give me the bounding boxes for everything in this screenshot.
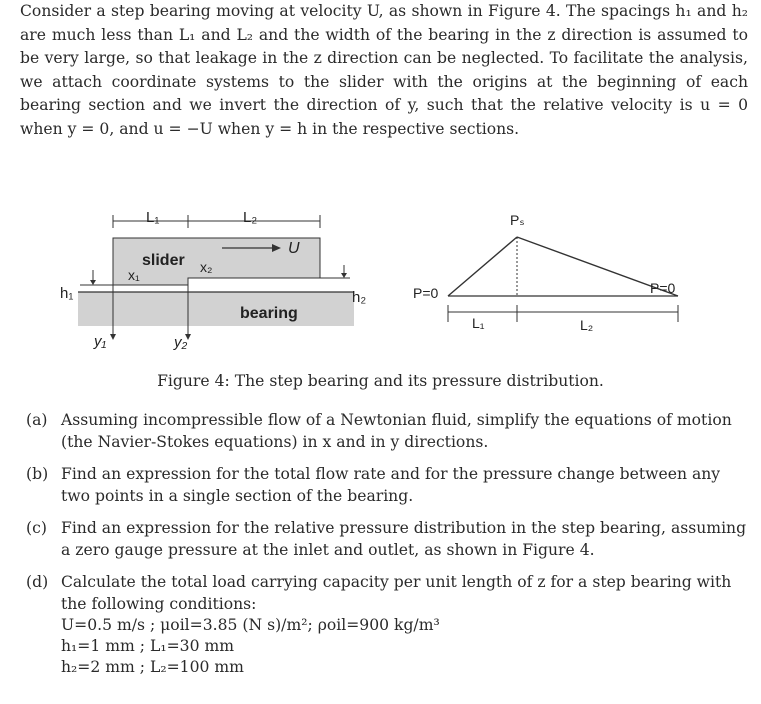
p-outlet-label: P=0	[650, 280, 676, 296]
part-label: (b)	[26, 465, 49, 483]
part-text: Find an expression for the total flow rate and for the pressure change between any two points in a single section of the bearing.	[61, 465, 721, 505]
part-text: Calculate the total load carrying capacity per unit length of z for a step bearing with the following conditions:	[61, 573, 732, 613]
L2-pressure-label: L₂	[580, 317, 594, 333]
question-parts	[26, 409, 748, 688]
part-c	[26, 517, 748, 561]
condition-line: h₂=2 mm ; L₂=100 mm	[61, 658, 244, 676]
L1-label: L₁	[146, 210, 160, 226]
part-b	[26, 463, 748, 507]
condition-line: h₁=1 mm ; L₁=30 mm	[61, 637, 235, 655]
figure-4	[50, 210, 730, 358]
pressure-rise-line	[448, 237, 517, 296]
problem-intro: Consider a step bearing moving at velocity U, as shown in Figure 4. The spacings h₁ and h₂ are much less than L₁ and L₂ and the width of the bearing in the z direction is assumed to be very large, so that leakage in the z direction can be neglected. To facilitate the analysis, we attach coordinate systems to the slider with the origins at the beginning of each bearing section and we invert the direction of y, such that the relative velocity is u = 0 when y = 0, and u = −U when y = h in the respective sections.	[20, 2, 748, 138]
part-d	[26, 571, 748, 678]
L2-label: L₂	[243, 210, 258, 226]
x2-label: x₂	[200, 259, 213, 275]
L1-pressure-label: L₁	[472, 315, 485, 331]
conditions-list	[61, 615, 748, 678]
x1-label: x₁	[128, 267, 140, 283]
part-text: Find an expression for the relative pressure distribution in the step bearing, assuming a zero gauge pressure at the inlet and outlet, as shown in Figure 4.	[61, 519, 747, 559]
ps-label: Pₛ	[510, 212, 525, 228]
part-text: Assuming incompressible flow of a Newtonian fluid, simplify the equations of motion (the Navier-Stokes equations) in x and in y directions.	[61, 411, 732, 451]
bearing-block	[78, 292, 354, 326]
figure-caption: Figure 4: The step bearing and its pressure distribution.	[157, 372, 604, 390]
condition-line: U=0.5 m/s ; μoil=3.85 (N s)/m²; ρoil=900 kg/m³	[61, 616, 440, 634]
part-label: (a)	[26, 411, 48, 429]
part-a	[26, 409, 748, 453]
part-label: (d)	[26, 573, 49, 591]
slider-label: slider	[142, 252, 185, 269]
y2-label: y₂	[174, 334, 188, 351]
bearing-label: bearing	[240, 305, 298, 322]
h1-arrow	[90, 280, 96, 285]
h1-label: h₁	[60, 285, 74, 302]
y1-label: y₁	[94, 333, 107, 350]
step-bearing-diagram	[50, 210, 730, 358]
h2-arrow	[341, 273, 347, 278]
p-inlet-label: P=0	[413, 285, 439, 301]
h2-label: h₂	[352, 289, 367, 306]
part-label: (c)	[26, 519, 47, 537]
velocity-label: U	[288, 240, 300, 257]
